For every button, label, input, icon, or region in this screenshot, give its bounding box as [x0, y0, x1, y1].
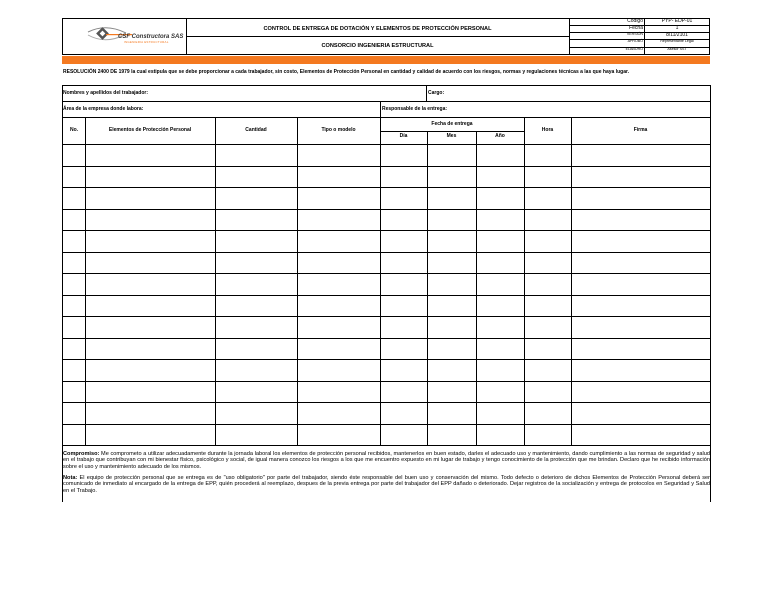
table-row	[62, 252, 710, 253]
note-text: El equipo de protección personal que se entrega es de "uso obligatorio" por parte del trabajador, siendo éste responsable del buen uso y conservación del mismo. Todo defecto o deterioro de dichos Elementos de Protección Personal deberá ser comunicado de inmediato al encargado de la entrega de EPP, quién procederá al reemplazo, despues de la previa entrega por parte del trabajador del EPP dañado o deteriorado. Dejar registros de la socialización y entrega de protocolos en Seguridad y Salud en el Trabajo.	[63, 475, 710, 494]
table-row	[62, 187, 710, 188]
col-header-quantity: Cantidad	[245, 127, 267, 133]
delivery-responsible-label: Responsable de la entrega:	[382, 106, 448, 112]
table-row	[62, 445, 710, 446]
col-header-day: Día	[399, 133, 408, 139]
logo-tagline: INGENIERIA ESTRUCTURAL	[124, 40, 169, 44]
table-row	[62, 316, 710, 317]
resolution-text: RESOLUCIÓN 2400 DE 1979 la cual estipula que se debe proporcionar a cada trabajador, sin costo, Elementos de Protección Personal en cantidad y calidad de acuerdo con los riesgos, normas y regulaciones técnicas a las que haya lugar.	[63, 69, 630, 75]
table-row	[62, 230, 710, 231]
meta-label-3: APROBÓ	[627, 39, 643, 43]
work-area-label: Área de la empresa donde labora:	[63, 106, 144, 112]
logo-text: CSF Constructora SAS	[118, 34, 184, 40]
table-row	[62, 402, 710, 403]
commitment-label: Compromiso:	[63, 451, 100, 457]
col-header-year: Año	[495, 133, 505, 139]
meta-label-1: Fecha	[629, 25, 643, 31]
col-header-element: Elementos de Protección Personal	[108, 127, 192, 133]
document-title: CONTROL DE ENTREGA DE DOTACIÓN Y ELEMENTOS DE PROTECCIÓN PERSONAL	[263, 26, 492, 32]
table-row	[62, 359, 710, 360]
meta-value-1: 1	[675, 25, 679, 31]
col-header-hour: Hora	[541, 127, 554, 133]
note-label: Nota:	[63, 475, 78, 481]
col-header-signature: Firma	[633, 127, 648, 133]
table-row	[62, 166, 710, 167]
table-row	[62, 295, 710, 296]
meta-label-0: Codigo	[627, 18, 643, 24]
position-label: Cargo:	[428, 90, 445, 96]
col-header-type: Tipo o modelo	[321, 127, 356, 133]
meta-value-0: PYP- EDP-01	[661, 18, 693, 24]
meta-label-4: ELABORÓ	[625, 47, 643, 51]
col-header-month: Mes	[446, 133, 457, 139]
table-row	[62, 209, 710, 210]
table-row	[62, 381, 710, 382]
worker-name-label: Nombres y apellidos del trabajador:	[63, 90, 149, 96]
commitment-paragraph	[63, 451, 710, 470]
meta-value-2: 8/11/2101	[666, 32, 688, 38]
meta-value-3: Representante Legal	[660, 39, 694, 43]
meta-value-4: Asesor SST	[667, 47, 687, 51]
meta-label-2: VERSIÓN	[626, 32, 643, 36]
document-subtitle: CONSORCIO INGENIERIA ESTRUCTURAL	[321, 43, 434, 49]
col-header-no: No.	[70, 127, 79, 133]
commitment-text: Me comprometo a utilizar adecuadamente durante la jornada laboral los elementos de protección personal recibidos, mantenerlos en buen estado, darles el adecuado uso y mantenimiento, dando cumplimiento a las normas de seguridad y salud en el trabajo que contribuyan con mi bienestar físico, psicológico y social, de igual manera conozco los riesgos a los que me encuentro expuesto en mi lugar de trabajo y tengo conocimiento de la protección que me brindan. Declaro que he recibido información sobre el uso y mantenimiento adecuado de los mismos.	[63, 451, 710, 470]
col-header-date: Fecha de entrega	[431, 121, 473, 127]
table-row	[62, 424, 710, 425]
note-paragraph	[63, 475, 710, 494]
table-row	[62, 273, 710, 274]
accent-bar	[62, 56, 710, 64]
table-row	[62, 338, 710, 339]
